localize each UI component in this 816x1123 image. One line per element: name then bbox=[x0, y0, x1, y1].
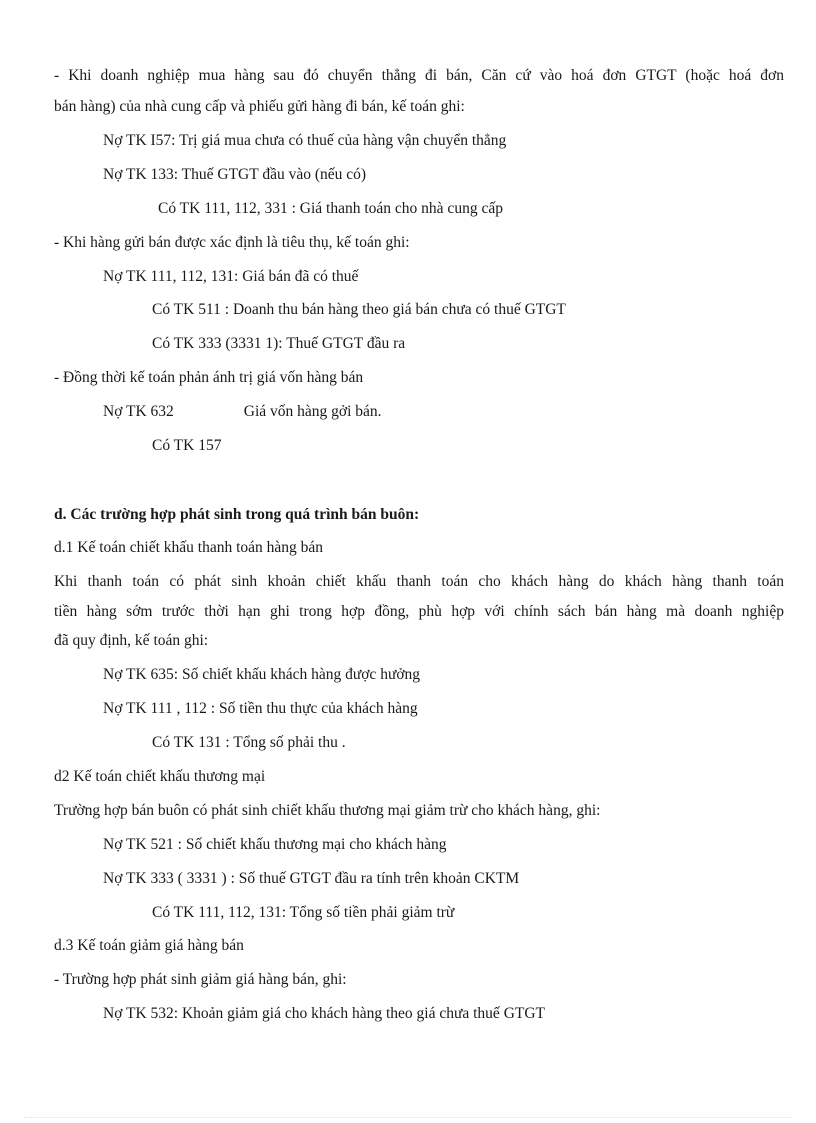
paragraph-line: - Khi doanh nghiệp mua hàng sau đó chuyển thẳng đi bán, Căn cứ vào hoá đơn GTGT (hoặc hoá đơn bbox=[54, 67, 784, 84]
credit-entry: Có TK 111, 112, 331 : Giá thanh toán cho nhà cung cấp bbox=[158, 200, 503, 217]
debit-entry: Nợ TK I57: Trị giá mua chưa có thuế của hàng vận chuyển thẳng bbox=[103, 132, 507, 149]
paragraph-line: - Trường hợp phát sinh giảm giá hàng bán, ghi: bbox=[54, 971, 347, 988]
paragraph-line: - Khi hàng gửi bán được xác định là tiêu thụ, kế toán ghi: bbox=[54, 234, 410, 251]
debit-entry: Nợ TK 133: Thuế GTGT đầu vào (nếu có) bbox=[103, 166, 367, 183]
paragraph-line: tiền hàng sớm trước thời hạn ghi trong hợp đồng, phù hợp với chính sách bán hàng mà doanh nghiệp bbox=[54, 603, 784, 620]
entry-account: Nợ TK 632 bbox=[103, 403, 174, 420]
debit-entry: Nợ TK 111, 112, 131: Giá bán đã có thuế bbox=[103, 268, 359, 285]
paragraph-line: Trường hợp bán buôn có phát sinh chiết khấu thương mại giảm trừ cho khách hàng, ghi: bbox=[54, 802, 601, 819]
subsection-heading: d.3 Kế toán giảm giá hàng bán bbox=[54, 937, 244, 954]
credit-entry: Có TK 511 : Doanh thu bán hàng theo giá bán chưa có thuế GTGT bbox=[152, 301, 566, 318]
credit-entry: Có TK 131 : Tổng số phải thu . bbox=[152, 734, 346, 751]
debit-entry: Nợ TK 635: Số chiết khấu khách hàng được hưởng bbox=[103, 666, 421, 683]
paragraph-line: đã quy định, kế toán ghi: bbox=[54, 632, 209, 649]
section-heading: d. Các trường hợp phát sinh trong quá trình bán buôn: bbox=[54, 506, 420, 523]
credit-entry: Có TK 333 (3331 1): Thuế GTGT đầu ra bbox=[152, 335, 406, 352]
debit-entry bbox=[103, 402, 784, 422]
entry-description: Giá vốn hàng gởi bán. bbox=[243, 403, 382, 420]
credit-entry: Có TK 111, 112, 131: Tổng số tiền phải giảm trừ bbox=[152, 904, 455, 921]
debit-entry: Nợ TK 333 ( 3331 ) : Số thuế GTGT đầu ra tính trên khoản CKTM bbox=[103, 870, 520, 887]
subsection-heading: d.1 Kế toán chiết khấu thanh toán hàng bán bbox=[54, 539, 324, 556]
debit-entry: Nợ TK 111 , 112 : Số tiền thu thực của khách hàng bbox=[103, 700, 418, 717]
debit-entry: Nợ TK 532: Khoản giảm giá cho khách hàng theo giá chưa thuế GTGT bbox=[103, 1005, 546, 1022]
paragraph-line: Khi thanh toán có phát sinh khoản chiết khấu thanh toán cho khách hàng do khách hàng thanh toán bbox=[54, 573, 784, 590]
debit-entry: Nợ TK 521 : Số chiết khấu thương mại cho khách hàng bbox=[103, 836, 447, 853]
credit-entry: Có TK 157 bbox=[152, 437, 222, 454]
subsection-heading: d2 Kế toán chiết khấu thương mại bbox=[54, 768, 266, 785]
paragraph-line: - Đồng thời kế toán phản ánh trị giá vốn hàng bán bbox=[54, 369, 364, 386]
paragraph-line: bán hàng) của nhà cung cấp và phiếu gửi hàng đi bán, kế toán ghi: bbox=[54, 98, 465, 115]
page-bottom-divider bbox=[24, 1117, 792, 1118]
